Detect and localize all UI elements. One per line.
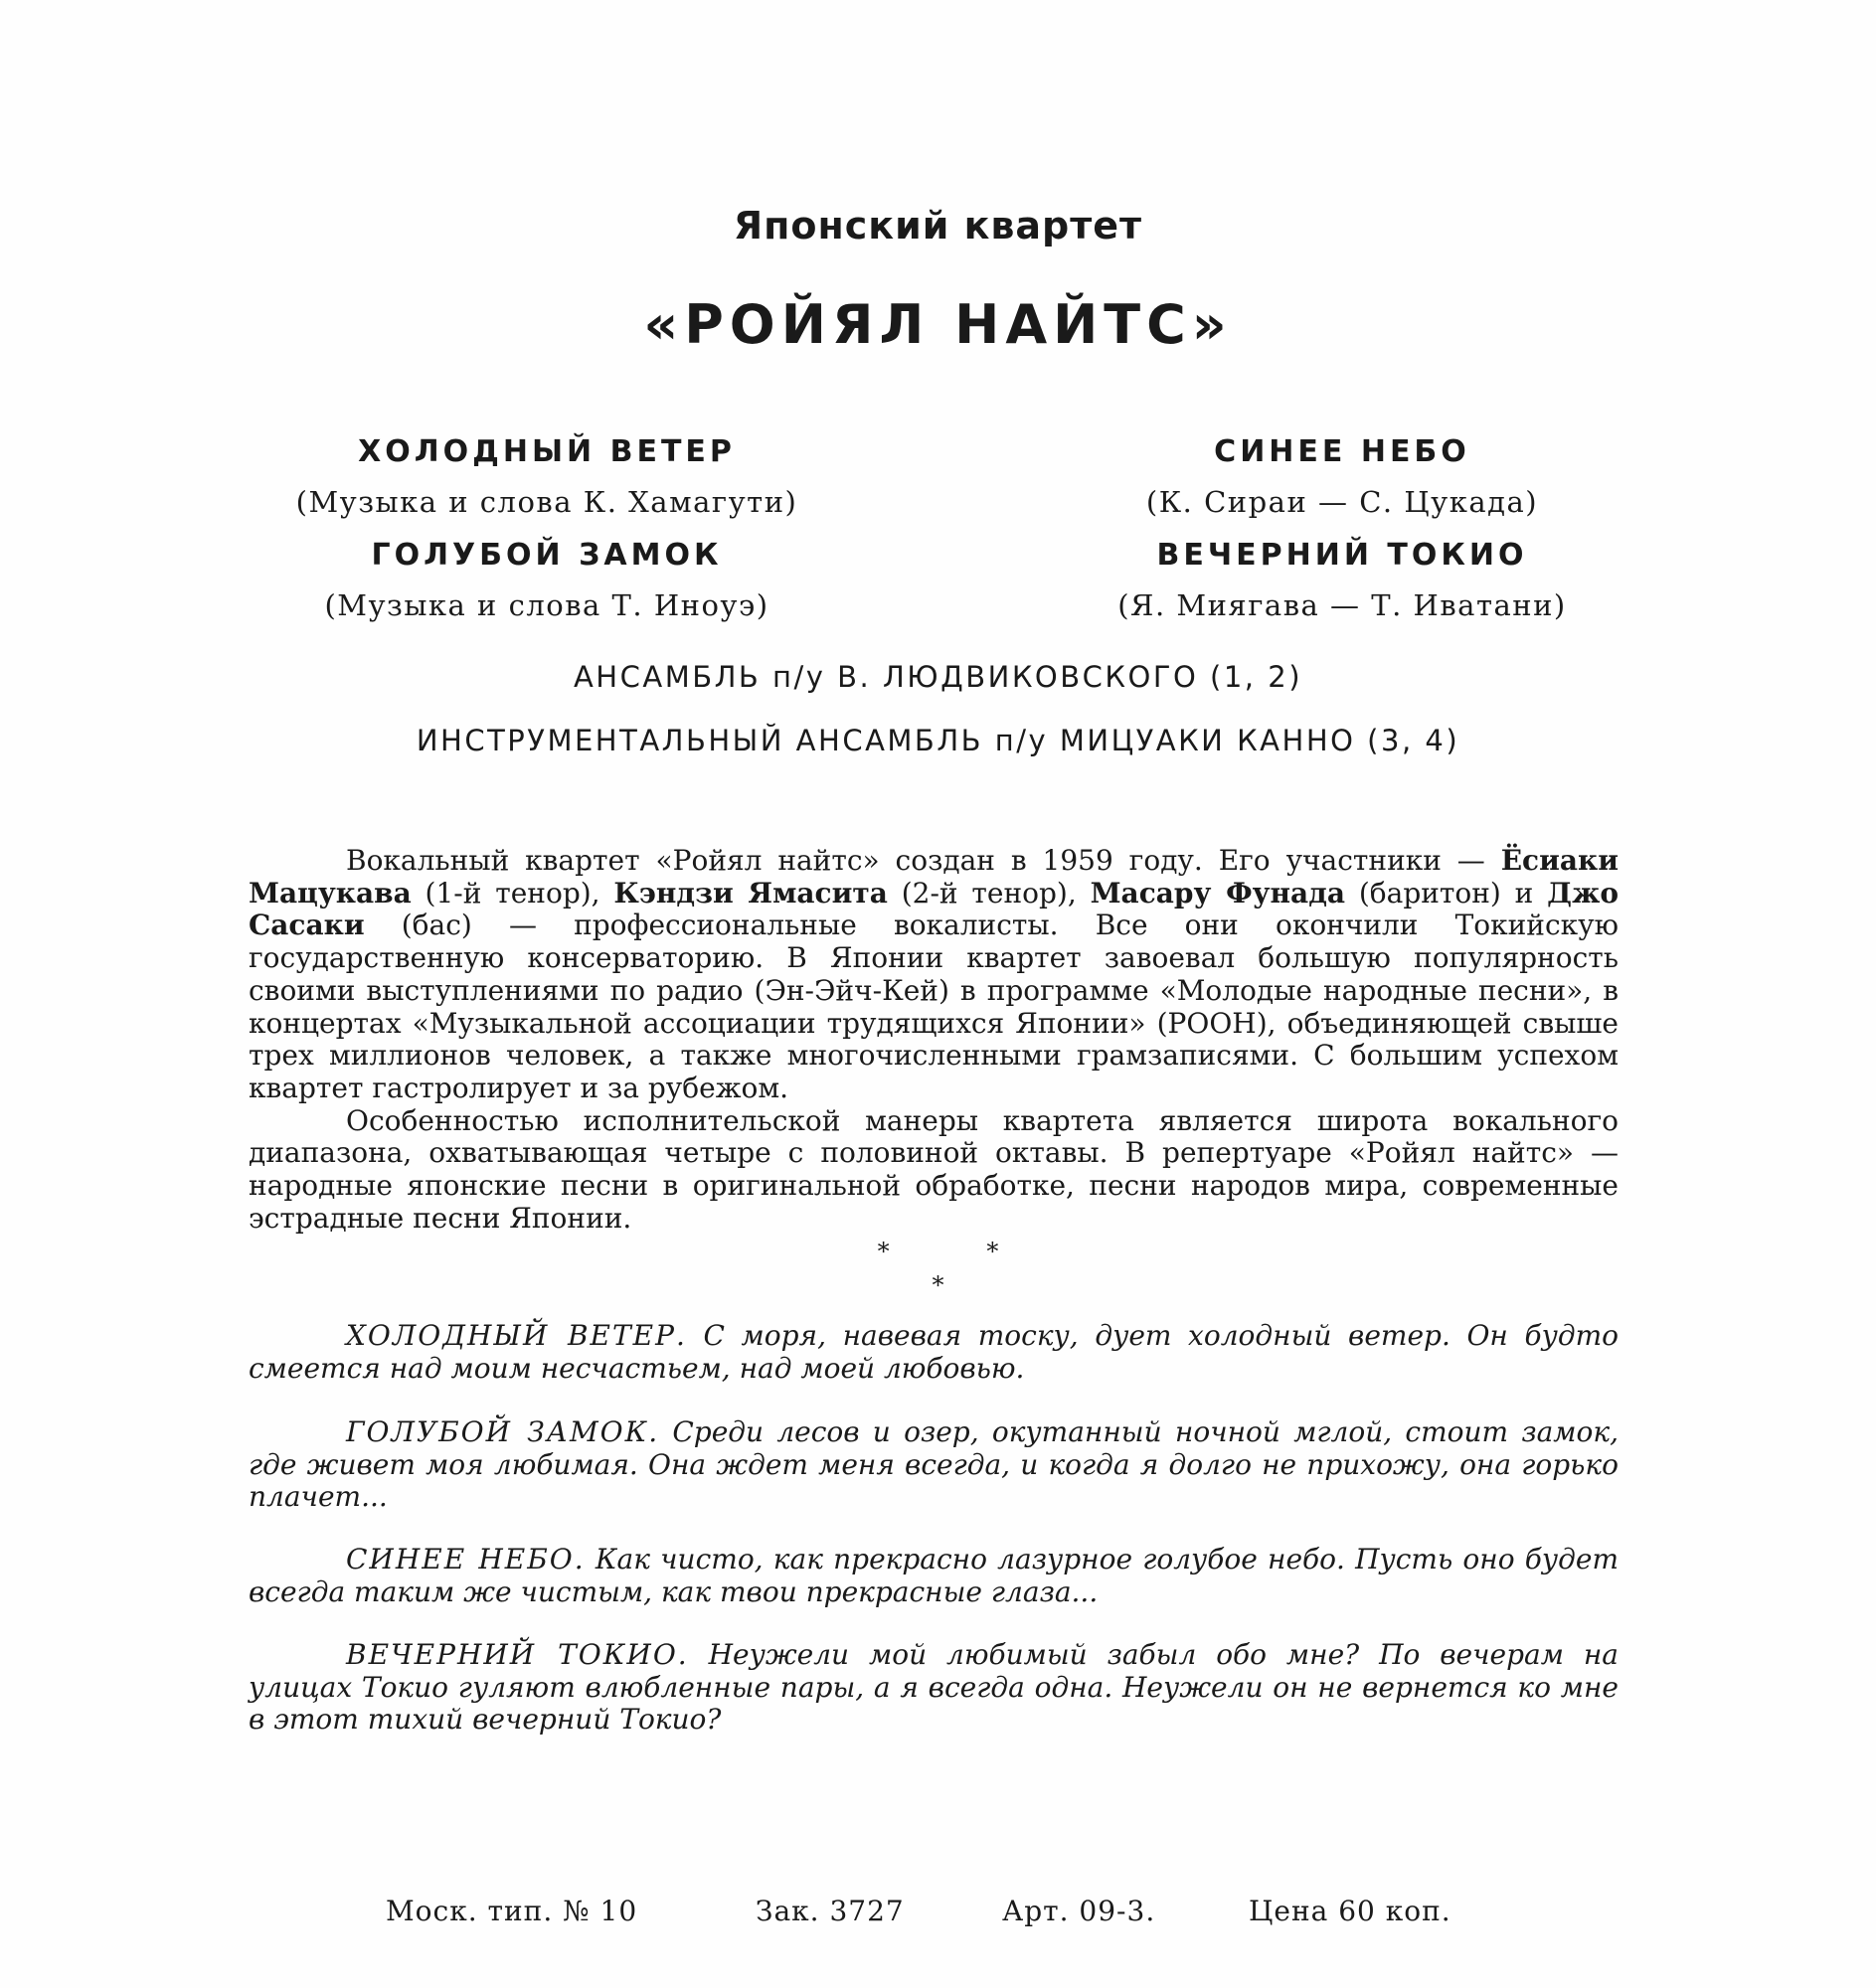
song-credit: (Музыка и слова К. Хамагути) [295,485,798,519]
song-credit: (Музыка и слова Т. Иноуэ) [324,588,769,622]
footer-article: Арт. 09-3. [1002,1895,1156,1927]
liner-notes [249,845,1619,1235]
subtitle: Японский квартет [733,204,1143,248]
song-credit: (К. Сираи — С. Цукада) [1145,485,1539,519]
song-list-right [994,427,1690,634]
song-description-text: Как чисто, как прекрасно лазурное голубое небо. Пусть оно будет всегда таким же чистым, как твои прекрасные глаза... [249,1543,1620,1608]
song-description [249,1639,1619,1737]
member-name: Масару Фунада [1090,876,1346,910]
song-title: ВЕЧЕРНИЙ ТОКИО [1156,538,1528,573]
member-name: Джо Сасаки [249,876,1620,942]
member-name: Кэндзи Ямасита [613,876,888,910]
star-glyph: * [986,1238,999,1265]
liner-paragraph: Особенностью исполнительской манеры квартета является широта вокального диапазона, охватывающая четыре с половиной октавы. В репертуаре «Ройял найтс» — народные японские песни в оригинальной обработке, песни народов мира, современные эстрадные песни Японии. [249,1103,1619,1235]
song-description [249,1320,1619,1385]
song-description [249,1416,1619,1514]
song-description-title: ВЕЧЕРНИЙ ТОКИО. [346,1638,689,1671]
song-title: ХОЛОДНЫЙ ВЕТЕР [358,434,736,469]
member-name: Ёсиаки Мацукава [249,844,1619,910]
footer-order: Зак. 3727 [756,1895,905,1927]
song-description-title: СИНЕЕ НЕБО. [346,1543,586,1575]
footer-price: Цена 60 коп. [1249,1895,1451,1927]
text-run: (баритон) и [1345,876,1548,910]
section-separator [0,1238,1876,1299]
song-title: ГОЛУБОЙ ЗАМОК [371,538,723,573]
liner-paragraph [249,845,1619,1105]
star-glyph: * [932,1271,944,1299]
star-glyph: * [877,1238,890,1265]
ensemble-credit: ИНСТРУМЕНТАЛЬНЫЙ АНСАМБЛЬ п/у МИЦУАКИ КАННО (3, 4) [416,724,1460,757]
song-description-title: ХОЛОДНЫЙ ВЕТЕР. [346,1319,687,1352]
footer-printer: Моск. тип. № 10 [386,1895,638,1927]
song-credit: (Я. Миягава — Т. Иватани) [1117,588,1567,622]
text-run: (1-й тенор), [411,876,614,910]
page-title: «РОЙЯЛ НАЙТС» [643,293,1233,356]
song-description-text: Неужели мой любимый забыл обо мне? По вечерам на улицах Токио гуляют влюбленные пары, а я всегда одна. Неужели он не вернется ко мне в этот тихий вечерний Токио? [249,1638,1619,1737]
song-list-left [199,427,895,634]
text-run: Вокальный квартет «Ройял найтс» создан в 1959 году. Его участники — [346,844,1501,877]
song-title: СИНЕЕ НЕБО [1214,434,1470,469]
song-description-text: С моря, навевая тоску, дует холодный ветер. Он будто смеется над моим несчастьем, над моей любовью. [249,1319,1619,1385]
song-description [249,1544,1619,1608]
song-description-text: Среди лесов и озер, окутанный ночной мглой, стоит замок, где живет моя любимая. Она ждет меня всегда, и когда я долго не прихожу, она горько плачет... [249,1415,1619,1514]
text-run: (2-й тенор), [887,876,1091,910]
song-description-title: ГОЛУБОЙ ЗАМОК. [346,1415,660,1448]
text-run: (бас) — профессиональные вокалисты. Все они окончили Токийскую государственную консерваторию. В Японии квартет завоевал большую популярность своими выступлениями по радио (Эн-Эйч-Кей) в программе «Молодые народные песни», в концертах «Музыкальной ассоциации трудящихся Японии» (РООН), объединяющей свыше трех миллионов человек, а также многочисленными грамзаписями. С большим успехом квартет гастролирует и за рубежом. [249,909,1619,1104]
ensemble-credit: АНСАМБЛЬ п/у В. ЛЮДВИКОВСКОГО (1, 2) [573,660,1303,694]
